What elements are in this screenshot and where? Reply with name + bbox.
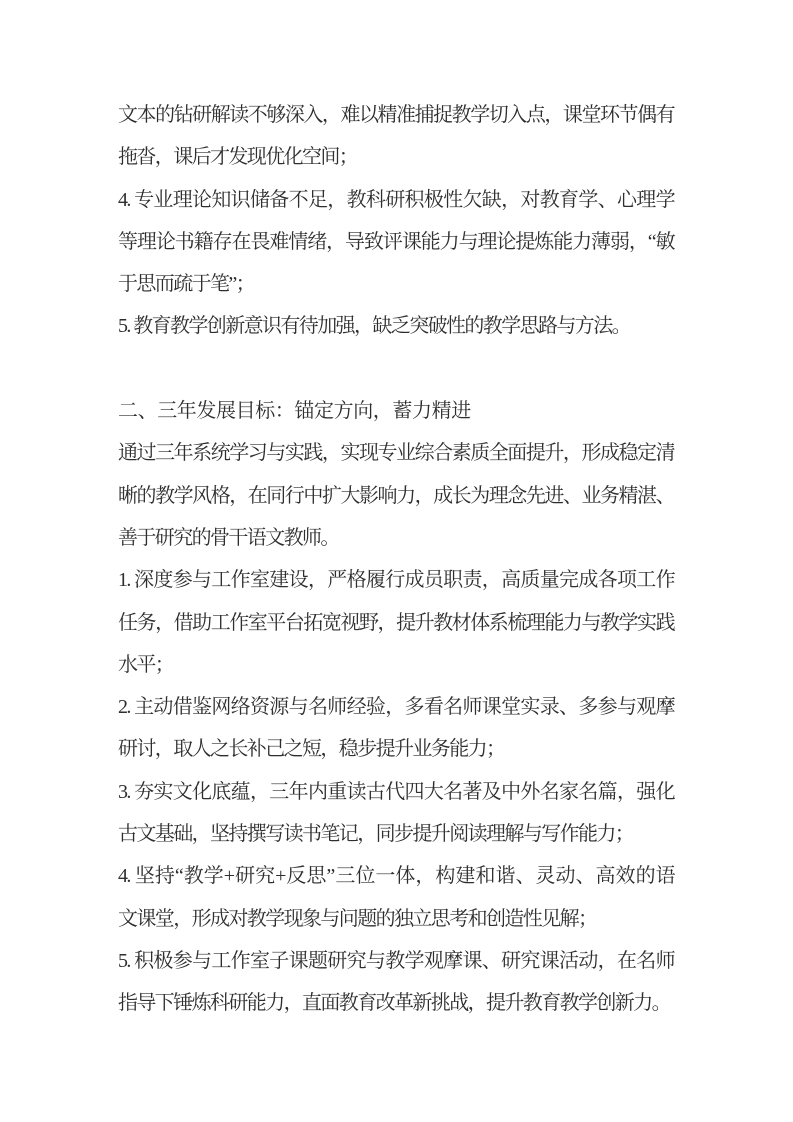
- text-line: 研讨，取人之长补己之短，稳步提升业务能力；: [118, 738, 505, 761]
- list-item-5-goals: [118, 940, 674, 1025]
- text-line: 4. 坚持“教学+研究+反思”三位一体，构建和谐、灵动、高效的语: [118, 865, 674, 888]
- paragraph-continued: [118, 94, 674, 179]
- section-intro: [118, 432, 674, 559]
- empty-line: [118, 348, 674, 390]
- text-line: 5. 教育教学创新意识有待加强，缺乏突破性的教学思路与方法。: [118, 315, 630, 338]
- text-line: 4. 专业理论知识储备不足，教科研积极性欠缺，对教育学、心理学: [118, 188, 674, 211]
- section-heading: [118, 390, 674, 432]
- blank-line: [118, 348, 674, 390]
- text-line: 通过三年系统学习与实践，实现专业综合素质全面提升，形成稳定清: [118, 442, 674, 465]
- text-line: 二、三年发展目标：锚定方向，蓄力精进: [118, 400, 471, 423]
- text-line: 文课堂，形成对教学现象与问题的独立思考和创造性见解；: [118, 907, 597, 930]
- text-line: 2. 主动借鉴网络资源与名师经验，多看名师课堂实录、多参与观摩: [118, 696, 674, 719]
- list-item-4-shortcomings: [118, 179, 674, 306]
- list-item-5-shortcomings: [118, 305, 674, 347]
- text-line: 1. 深度参与工作室建设，严格履行成员职责，高质量完成各项工作: [118, 569, 674, 592]
- text-line: 5. 积极参与工作室子课题研究与教学观摩课、研究课活动，在名师: [118, 949, 674, 972]
- text-line: 善于研究的骨干语文教师。: [118, 526, 339, 549]
- text-line: 文本的钻研解读不够深入，难以精准捕捉教学切入点，课堂环节偶有: [118, 104, 674, 126]
- list-item-1-goals: [118, 559, 674, 686]
- text-line: 任务，借助工作室平台拓宽视野，提升教材体系梳理能力与教学实践: [118, 611, 674, 634]
- text-line: 3. 夯实文化底蕴，三年内重读古代四大名著及中外名家名篇，强化: [118, 780, 674, 803]
- text-line: 等理论书籍存在畏难情绪，导致评课能力与理论提炼能力薄弱，“敏: [118, 230, 674, 253]
- text-line: 指导下锤炼科研能力，直面教育改革新挑战，提升教育教学创新力。: [118, 992, 670, 1015]
- text-line: 水平；: [118, 653, 174, 676]
- list-item-2-goals: [118, 686, 674, 771]
- text-line: 古文基础，坚持撰写读书笔记，同步提升阅读理解与写作能力；: [118, 823, 634, 846]
- text-line: 于思而疏于笔”；: [118, 273, 255, 296]
- text-line: 晰的教学风格，在同行中扩大影响力，成长为理念先进、业务精湛、: [118, 484, 674, 507]
- text-line: 拖沓，课后才发现优化空间；: [118, 146, 358, 169]
- list-item-4-goals: [118, 855, 674, 940]
- list-item-3-goals: [118, 771, 674, 856]
